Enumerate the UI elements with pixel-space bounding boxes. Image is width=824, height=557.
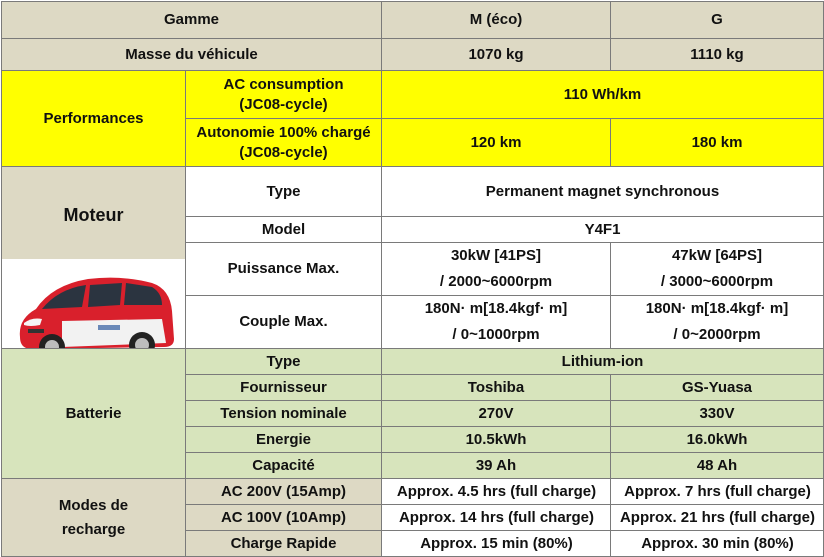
ac200-g: Approx. 7 hrs (full charge) (611, 479, 824, 505)
couple-m-line2: / 0~1000rpm (452, 326, 540, 343)
ac100-m: Approx. 14 hrs (full charge) (382, 505, 611, 531)
ac200-label: AC 200V (15Amp) (186, 479, 382, 505)
autonomie-g: 180 km (611, 119, 824, 167)
moteur-cell (2, 167, 186, 349)
couple-label: Couple Max. (186, 296, 382, 349)
recharge-label (2, 479, 186, 557)
batterie-type-label: Type (186, 349, 382, 375)
ac-consumption-line2: (JC08-cycle) (239, 95, 328, 113)
couple-m-line1: 180N· m[18.4kgf· m] (424, 300, 568, 317)
masse-m: 1070 kg (382, 39, 611, 71)
energie-m: 10.5kWh (382, 427, 611, 453)
rapide-label: Charge Rapide (186, 531, 382, 557)
capacite-g: 48 Ah (611, 453, 824, 479)
puissance-g (611, 243, 824, 296)
ac-consumption-line1: AC consumption (223, 75, 344, 93)
autonomie-label (186, 119, 382, 167)
ac200-m: Approx. 4.5 hrs (full charge) (382, 479, 611, 505)
batterie-label: Batterie (2, 349, 186, 479)
couple-g-line1: 180N· m[18.4kgf· m] (645, 300, 789, 317)
capacite-label: Capacité (186, 453, 382, 479)
couple-g (611, 296, 824, 349)
energie-label: Energie (186, 427, 382, 453)
puissance-label: Puissance Max. (186, 243, 382, 296)
tension-g: 330V (611, 401, 824, 427)
column-m-header: M (éco) (382, 2, 611, 39)
ac-consumption-label (186, 71, 382, 119)
moteur-model-value: Y4F1 (382, 217, 824, 243)
masse-label: Masse du véhicule (2, 39, 382, 71)
autonomie-m: 120 km (382, 119, 611, 167)
fournisseur-g: GS-Yuasa (611, 375, 824, 401)
tension-label: Tension nominale (186, 401, 382, 427)
puissance-g-line2: / 3000~6000rpm (660, 273, 774, 290)
recharge-label-line2: recharge (61, 520, 126, 538)
recharge-label-line1: Modes de (58, 496, 129, 514)
puissance-g-line1: 47kW [64PS] (671, 247, 763, 264)
autonomie-line2: (JC08-cycle) (239, 143, 328, 161)
couple-g-line2: / 0~2000rpm (673, 326, 761, 343)
fournisseur-m: Toshiba (382, 375, 611, 401)
performances-label: Performances (2, 71, 186, 167)
puissance-m-line1: 30kW [41PS] (450, 247, 542, 264)
batterie-type-value: Lithium-ion (382, 349, 824, 375)
moteur-model-label: Model (186, 217, 382, 243)
capacite-m: 39 Ah (382, 453, 611, 479)
rapide-g: Approx. 30 min (80%) (611, 531, 824, 557)
rapide-m: Approx. 15 min (80%) (382, 531, 611, 557)
tension-m: 270V (382, 401, 611, 427)
moteur-label: Moteur (63, 205, 124, 225)
spec-table (1, 1, 824, 557)
puissance-m (382, 243, 611, 296)
fournisseur-label: Fournisseur (186, 375, 382, 401)
couple-m (382, 296, 611, 349)
moteur-type-label: Type (186, 167, 382, 217)
moteur-type-value: Permanent magnet synchronous (382, 167, 824, 217)
gamme-header: Gamme (2, 2, 382, 39)
energie-g: 16.0kWh (611, 427, 824, 453)
ac-consumption-value: 110 Wh/km (382, 71, 824, 119)
ac100-g: Approx. 21 hrs (full charge) (611, 505, 824, 531)
puissance-m-line2: / 2000~6000rpm (439, 273, 553, 290)
ac100-label: AC 100V (10Amp) (186, 505, 382, 531)
masse-g: 1110 kg (611, 39, 824, 71)
electric-car-photo-icon (2, 259, 186, 349)
autonomie-line1: Autonomie 100% chargé (196, 123, 371, 141)
column-g-header: G (611, 2, 824, 39)
